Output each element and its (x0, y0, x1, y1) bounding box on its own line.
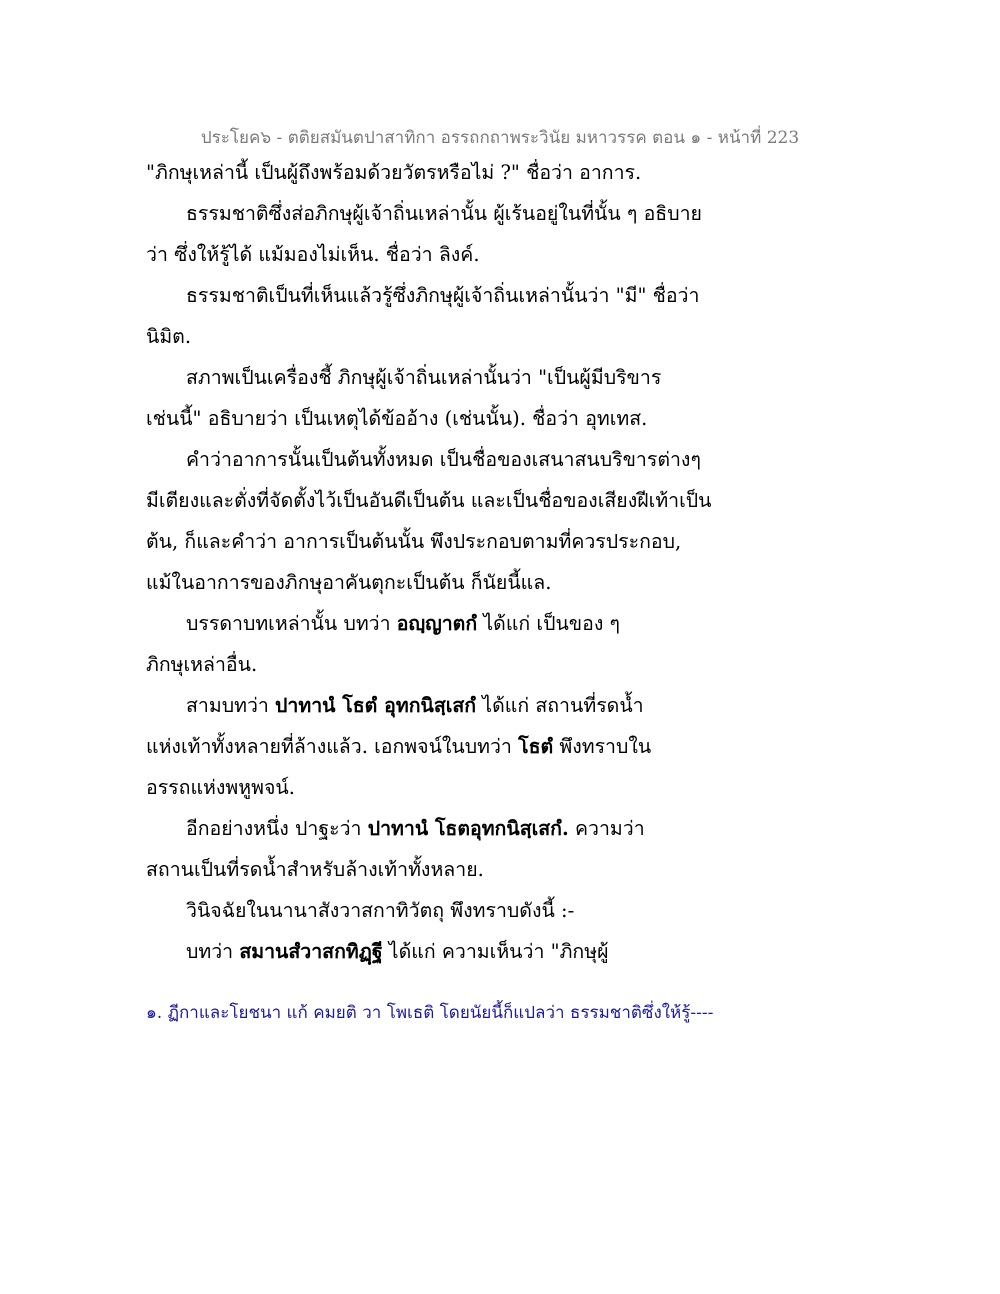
text-line (186, 696, 644, 716)
text-line (186, 819, 645, 839)
pali-term: โธตํ (518, 735, 554, 758)
pali-term: ปาทานํ โธตํ อุทกนิสฺเสกํ (275, 694, 477, 717)
text-segment: ความว่า (568, 817, 645, 840)
text-line: สถานเป็นที่รดน้ำสำหรับล้างเท้าทั้งหลาย. (146, 858, 484, 881)
pali-term: อญฺญาตกํ (396, 612, 478, 635)
text-line: คำว่าอาการนั้นเป็นต้นทั้งหมด เป็นชื่อของเสนาสนบริขารต่างๆ (186, 448, 701, 471)
text-line: "ภิกษุเหล่านี้ เป็นผู้ถึงพร้อมด้วยวัตรหรือไม่ ?" ชื่อว่า อาการ. (146, 161, 642, 184)
text-line (146, 737, 651, 757)
page-header: ประโยค๖ - ตติยสมันตปาสาทิกา อรรถกถาพระวินัย มหาวรรค ตอน ๑ - หน้าที่ 223 (200, 128, 800, 148)
text-segment: บรรดาบทเหล่านั้น บทว่า (186, 612, 397, 635)
text-line: ภิกษุเหล่าอื่น. (146, 653, 258, 676)
text-segment: อีกอย่างหนึ่ง ปาฐะว่า (186, 817, 368, 840)
text-line: ธรรมชาติซึ่งส่อภิกษุผู้เจ้าถิ่นเหล่านั้น ผู้เร้นอยู่ในที่นั้น ๆ อธิบาย (186, 202, 702, 225)
pali-term: สมานสํวาสกทิฏฺฐี (239, 940, 383, 963)
text-line: วินิจฉัยในนานาสังวาสกาทิวัตถุ พึงทราบดังนี้ :- (186, 899, 575, 922)
footnote: ๑. ฏีกาและโยชนา แก้ คมยติ วา โพเธติ โดยนัยนี้ก็แปลว่า ธรรมชาติซึ่งให้รู้---- (146, 1003, 714, 1023)
text-segment: บทว่า (186, 940, 240, 963)
text-line: เช่นนี้" อธิบายว่า เป็นเหตุได้ข้ออ้าง (เช่นนั้น). ชื่อว่า อุทเทส. (146, 407, 648, 430)
text-line: สภาพเป็นเครื่องชี้ ภิกษุผู้เจ้าถิ่นเหล่านั้นว่า "เป็นผู้มีบริขาร (186, 366, 662, 389)
text-line (186, 614, 620, 634)
text-segment: สามบทว่า (186, 694, 276, 717)
text-line: ว่า ซึ่งให้รู้ได้ แม้มองไม่เห็น. ชื่อว่า ลิงค์. (146, 243, 480, 266)
pali-term: ปาทานํ โธตอุทกนิสฺเสกํ. (367, 817, 569, 840)
text-line (186, 942, 609, 962)
text-segment: ได้แก่ ความเห็นว่า "ภิกษุผู้ (382, 940, 609, 963)
text-segment: ได้แก่ สถานที่รดน้ำ (476, 694, 644, 717)
text-line: แม้ในอาการของภิกษุอาคันตุกะเป็นต้น ก็นัยนี้แล. (146, 571, 552, 594)
text-line: ธรรมชาติเป็นที่เห็นแล้วรู้ซึ่งภิกษุผู้เจ้าถิ่นเหล่านั้นว่า "มี" ชื่อว่า (186, 284, 700, 307)
text-line: มีเตียงและตั่งที่จัดตั้งไว้เป็นอันดีเป็นต้น และเป็นชื่อของเสียงฝีเท้าเป็น (146, 489, 712, 512)
text-line: ต้น, ก็และคำว่า อาการเป็นต้นนั้น พึงประกอบตามที่ควรประกอบ, (146, 530, 682, 553)
text-line: นิมิต. (146, 325, 192, 348)
text-segment: ได้แก่ เป็นของ ๆ (477, 612, 621, 635)
text-segment: พึงทราบใน (553, 735, 652, 758)
text-line: อรรถแห่งพหูพจน์. (146, 776, 295, 799)
text-segment: แห่งเท้าทั้งหลายที่ล้างแล้ว. เอกพจน์ในบทว่า (146, 735, 519, 758)
